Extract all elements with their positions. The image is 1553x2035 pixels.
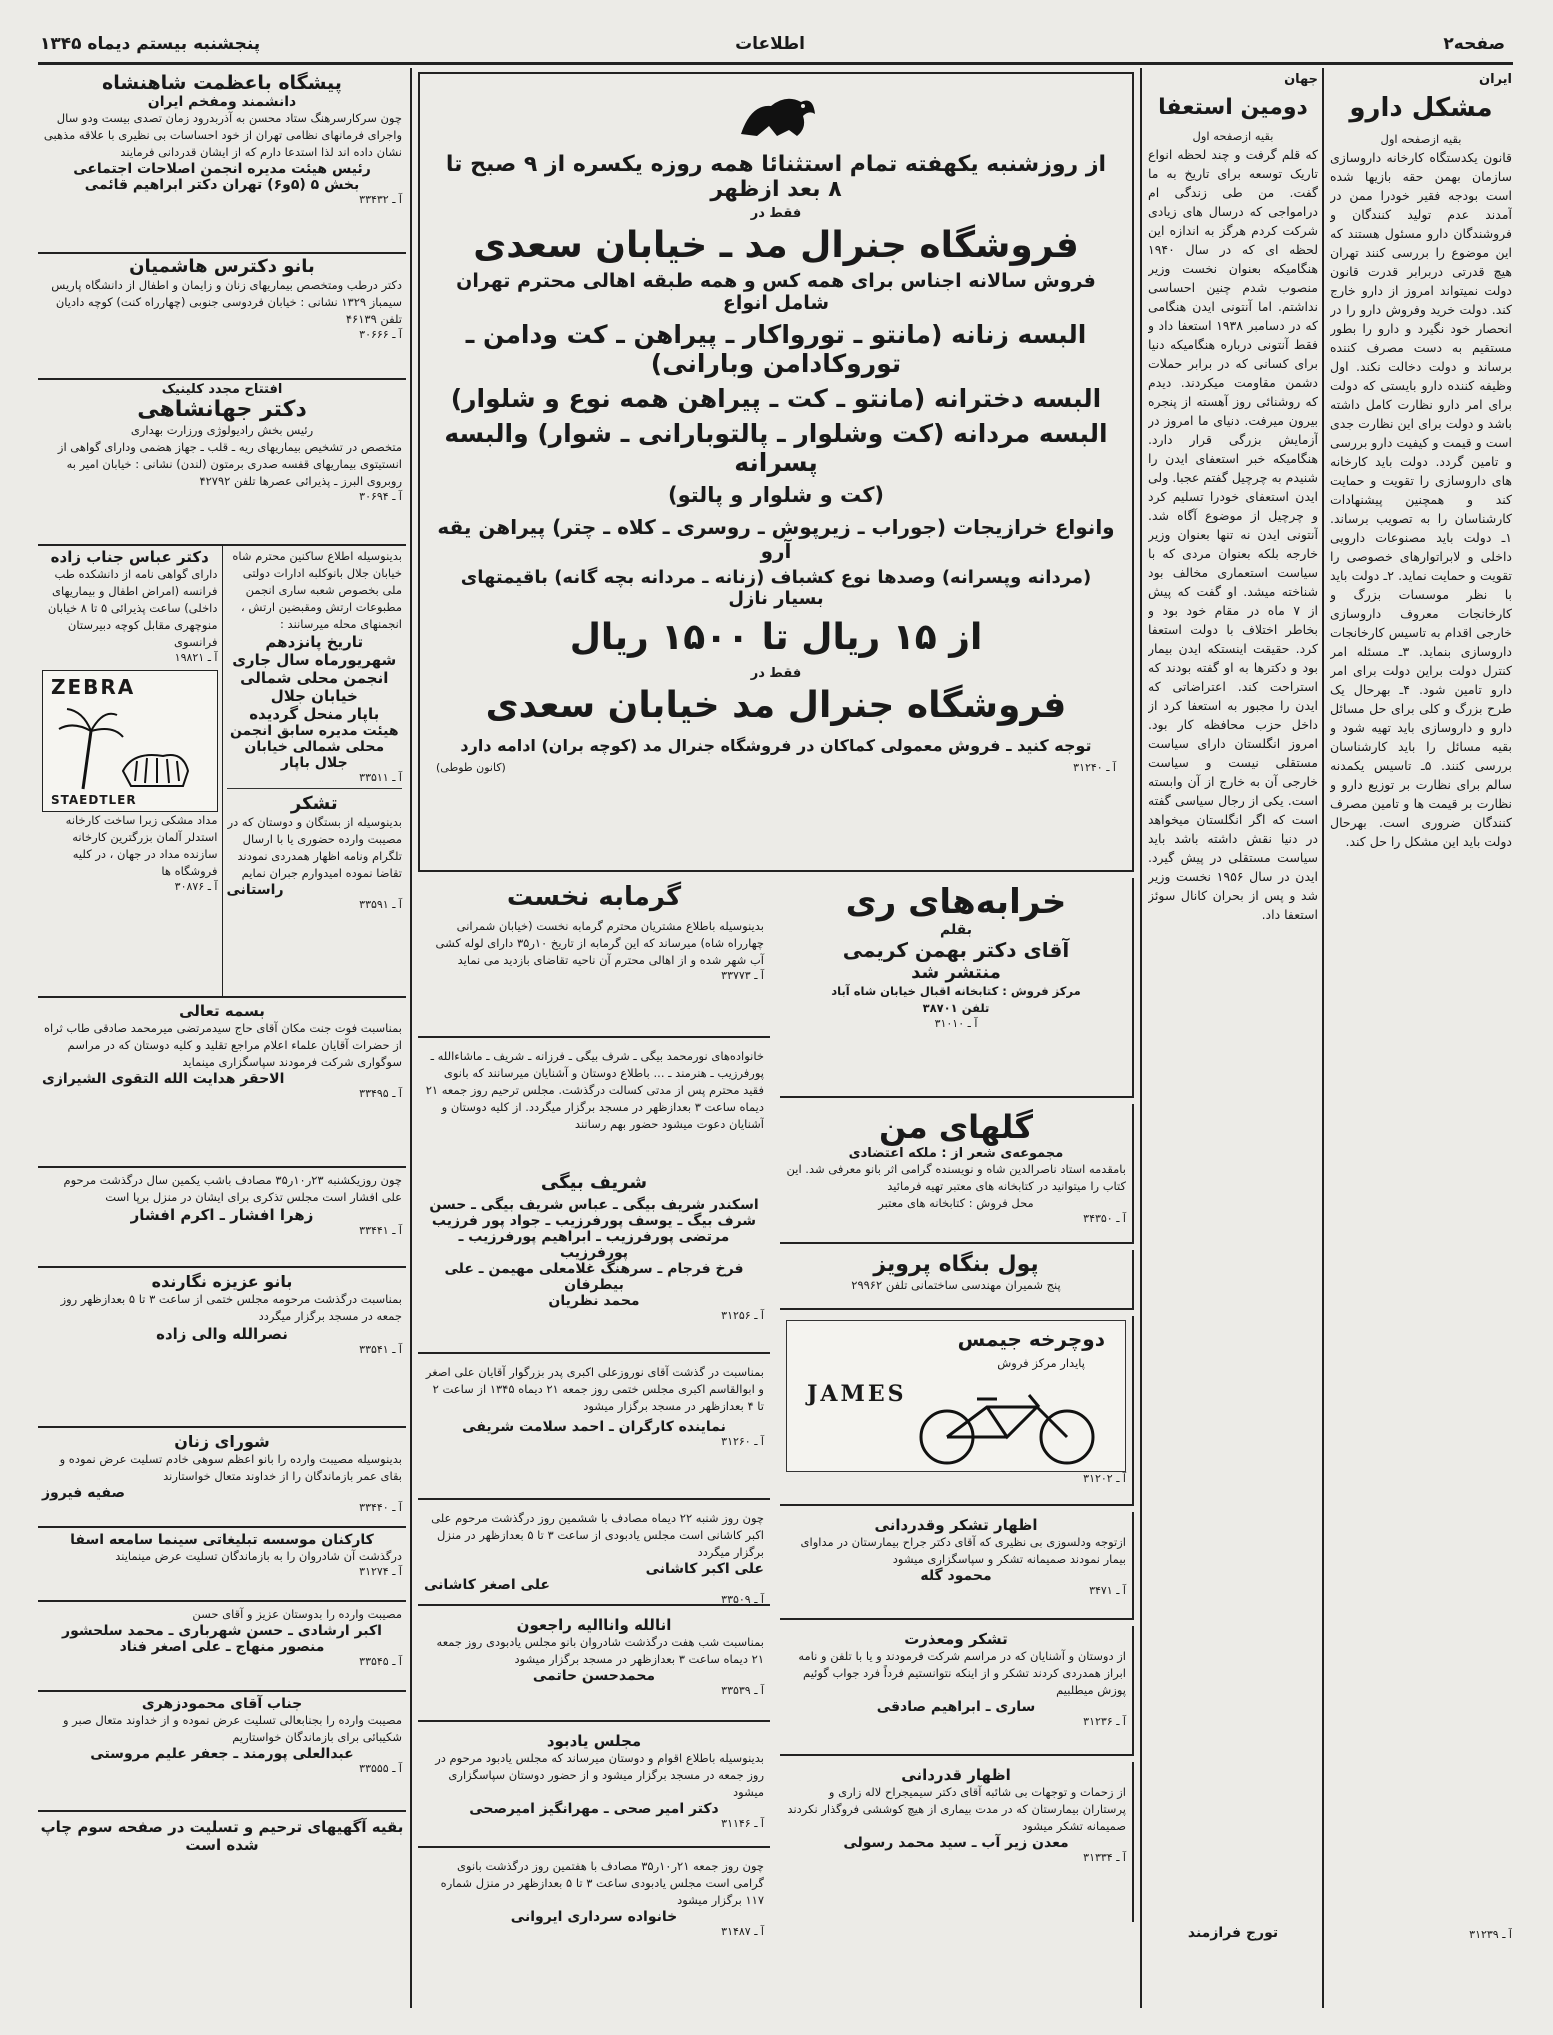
zebra-maker: STAEDTLER — [51, 793, 137, 807]
header-rule — [38, 62, 1513, 65]
ad-signature: ساری ـ ابراهیم صادقی — [876, 1699, 1036, 1715]
ad-names: دکتر امیر صحی ـ مهرانگیز امیرصحی — [469, 1801, 719, 1817]
thanks-title: تشکر — [290, 793, 338, 814]
price-range: از ۱۵ ریال تا ۱۵۰۰ ریال — [569, 617, 983, 658]
ad-name: خانواده سرداری ایروانی — [510, 1909, 678, 1925]
ad-title: شریف بیگی — [540, 1172, 648, 1193]
men-clothing: البسه مردانه (کت وشلوار ـ پالتوبارانی ـ شوار) والبسه پسرانه — [444, 419, 1108, 477]
ad-note: توجه کنید ـ فروش معمولی کماکان در فروشگاه جنرال مد (کوچه بران) ادامه دارد — [460, 736, 1092, 755]
zebra-pencil-ad — [42, 670, 218, 812]
brand-name: JAMES — [807, 1381, 907, 1407]
thanks-body: بدینوسیله از بستگان و دوستان که در مصیبت وارده حضوری یا با ارسال تلگرام ونامه اظهار همدردی نمودند تقاضا نموده امیدوارم جبران نمایم — [227, 815, 402, 880]
ad-body: چون روز جمعه ۲۱ر۱۰ر۳۵ مصادف با هفتمین روز درگذشت بانوی گرامی است مجلس یادبودی ساعت ۳ تا ۵ بعدازظهر در منزل شماره ۱۱۷ برگزار میشود — [440, 1859, 764, 1907]
doctor-jahanshahi-ad — [38, 380, 406, 546]
doctor-details: متخصص در تشخیص بیماریهای ریه ـ قلب ـ جهاز هضمی ودارای گواهی از انستیتوی بیماریهای قفسه صدری برمتون (لندن) نشانی : خیابان امیر به روبروی البرز ـ پذیرائی عصرها تلفن ۴۲۷۹۲ — [57, 440, 402, 488]
column-rule — [1322, 68, 1324, 2008]
ad-body: بمناسبت در گذشت آقای نوروزعلی اکبری پدر بزرگوار آقایان علی اصغر و ابوالقاسم اکبری مجلس ختمی روز جمعه ۲۱ دیماه ۱۳۴۵ از ساعت ۲ تا ۴ بعدازظهر در مسجد برگزار میشود — [425, 1365, 764, 1413]
bism-notice — [38, 998, 406, 1168]
ad-body: خانواده‌های نورمحمد بیگی ـ شرف بیگی ـ فرزانه ـ شریف ـ ماشاءالله ـ پورفرزیب ـ هنرمند ـ ... باطلاع دوستان و آشنایان میرسانند که بانوی فقید محترم پس از مدتی کسالت درگذشت. مجلس ترحیم روز جمعه ۲۱ دیماه ساعت ۳ بعدازظهر در مسجد برگزار میگردد. از کلیه دوستان و آشنایان دعوت میشود حضور بهم رسانند — [425, 1049, 764, 1131]
doctor-name: بانو دکترس هاشمیان — [129, 256, 315, 277]
ad-code: آ ـ ۳۱۲۳۹ — [1469, 1928, 1512, 1941]
notice-title: جناب آقای محمودزهری — [141, 1696, 303, 1712]
book-body: بامقدمه استاد ناصرالدین شاه و نویسنده گرامی اثر بانو معرفی شد. این کتاب را میتوانید در کتابخانه های معتبر تهیه فرمائید — [786, 1162, 1126, 1193]
author-signature: تورج فرازمند — [1187, 1925, 1279, 1941]
notice-title: بانو عزیزه نگارنده — [151, 1272, 293, 1291]
ad-code: آ ـ ۳۳۵۴۱ — [359, 1343, 402, 1356]
ad-code: آ ـ ۳۳۴۳۲ — [359, 193, 402, 206]
book-published: منتشر شد — [911, 962, 1001, 983]
book-flowers-ad — [780, 1104, 1134, 1244]
notice-body: بمناسبت درگذشت مرحومه مجلس ختمی از ساعت ۳ تا ۵ بعدازظهر روز جمعه در مسجد برگزار میگردد — [60, 1292, 402, 1323]
only-in-label-2: فقط در — [750, 666, 802, 681]
issue-date: پنجشنبه بیستم دیماه ۱۳۴۵ — [40, 34, 261, 54]
doctor-details: دارای گواهی نامه از دانشکده طب فرانسه (امراض اطفال و بیماریهای داخلی) ساعت پذیرائی ۵ تا ۸ خیابان منوچهری مقابل کوچه دبیرستان فرانسوی — [47, 567, 218, 649]
ad-name-2: علی اصغر کاشانی — [424, 1577, 550, 1593]
ad-names-5: محمد نظریان — [548, 1293, 640, 1309]
ad-footer — [436, 761, 1116, 774]
notice-date: تاریخ پانزدهم — [265, 633, 364, 651]
notice-body: مصیبت وارده را بجنابعالی تسلیت عرض نموده و از خداوند متعال صبر و شکیبائی برای بازماندگان خواستاریم — [62, 1713, 402, 1744]
ad-code: آ ـ ۳۳۴۴۱ — [359, 1224, 402, 1237]
bath-ad — [418, 878, 770, 1038]
ad-headline: دوچرخه جیمس — [957, 1327, 1105, 1351]
shora-notice — [38, 1428, 406, 1528]
ad-sub: پایدار مرکز فروش — [997, 1356, 1085, 1370]
sharif-condolence — [418, 1044, 770, 1354]
left-split-block — [38, 546, 406, 998]
notice-body: بدینوسیله مصیبت وارده را بانو اعظم سوهی خادم تسلیت عرض نموده و بقای عمر بازماندگان را از خداوند متعال خواستارند — [59, 1452, 402, 1483]
ad-code-ref: (کانون طوطی) — [436, 761, 506, 774]
ad-code: آ ـ ۳۳۴۴۰ — [359, 1501, 402, 1514]
notice-body: چون روزیکشنبه ۲۳ر۱۰ر۳۵ مصادف باشب یکمین سال درگذشت مرحوم علی افشار است مجلس تذکری برای ایشان در منزل برپا است — [63, 1173, 402, 1204]
parviz-ad — [780, 1250, 1134, 1310]
doctor-name: دکتر جهانشاهی — [137, 397, 307, 422]
notice-names-2: منصور منهاج ـ علی اصغر فناد — [119, 1639, 325, 1655]
ad-code: آ ـ ۳۳۵۴۵ — [359, 1655, 402, 1668]
afshar-notice — [38, 1168, 406, 1268]
left-column — [38, 70, 406, 2005]
notice-signature: هیئت مدیره سابق انجمن — [229, 723, 399, 739]
ad-code: آ ـ ۳۳۵۹۱ — [359, 898, 402, 911]
ad-code: آ ـ ۳۱۳۳۴ — [1083, 1851, 1126, 1864]
ad-code: آ ـ ۳۰۶۹۴ — [359, 490, 402, 503]
ad-title: پول بنگاه پرویز — [873, 1252, 1039, 1277]
ad-code: آ ـ ۳۱۲۶۰ — [721, 1435, 764, 1448]
types-line: شامل انواع — [722, 292, 830, 314]
continued-note: بقیه ازصفحه اول — [1192, 129, 1274, 143]
notice-body: بمناسبت فوت جنت مکان آقای حاج سیدمرتضی میرمحمد صادقی طاب ثراه از حضرات آقایان علماء اعلام مراجع تقلید و کلیه دوستان که در مراسم سوگواری شرکت فرمودند سپاسگزاری مینماید — [44, 1021, 402, 1069]
section-label: جهان — [1284, 72, 1318, 87]
iran-column — [1330, 72, 1512, 2002]
gratitude-ad — [780, 1762, 1134, 1922]
james-bicycle-ad — [780, 1316, 1134, 1506]
bicycle-icon — [907, 1377, 1107, 1467]
article-body: قانون یکدستگاه کارخانه داروسازی سازمان بهمن حقه بازیها شده است بودجه فقیر خودرا ممن در آمدند عدم تولید کنندگان و فروشندگان دارو مسئول هستند که این موضوع را بررسی کنند تهران هیچ قدرتی دربرابر قدرت قانون دولت نمیتواند امروز از دارو خارج کند. دولت خرید وفروش دارو را در انحصار خود نگیرد و دارو را بطور مستقیم به دست مصرف کننده برساند و دولت دخالت نکند. اول وظیفه کننده دارو بایستی که دولت برای امر دارو نظارت کامل داشته باشد و دولت برای این نظارت جدی است و قیمت و کیفیت دارو بررسی و تامین گردد. دولت باید کارخانه های داروسازی را تقویت و حمایت کند و همچنین پیشنهادات کارشناسان را به تصویب برساند. ۱ـ دولت باید مصنوعات دارویی داخلی و لابراتوارهای خصوصی را تقویت و حمایت نماید. ۲ـ دولت باید با نظر موسسات بزرگ و کارخانجات معروف داروسازی خارجی اقدام به تاسیس کارخانجات داروسازی بنماید. ۳ـ مسئله امر کنترل دولت براین دولت برای امر دارو تامین شود. ۴ـ بهرحال یک طرح بزرگ و کلی برای حل مسائل دارو و داروسازی باید تهیه شود و بقیه مسائل را باید کارشناسان بررسی کنند. ۵ـ تاسیس یکمدنه سالم برای نظارت بر توزیع دارو و نظارت بر قیمت ها و تامین مصرف کنندگان ضروری است. بهرحال دولت باید این مشکل را حل کند. — [1330, 150, 1512, 849]
ad-code: آ ـ ۳۰۶۶۶ — [359, 328, 402, 341]
article-title: مشکل دارو — [1349, 93, 1493, 123]
ad-code: آ ـ ۳۱۲۴۰ — [1073, 761, 1116, 774]
only-in-label: فقط در — [750, 206, 802, 221]
book-ruins-ad — [780, 878, 1134, 1098]
doctor-role: رئیس بخش رادیولوژی ورزارت بهداری — [130, 423, 314, 437]
women-clothing: البسه زنانه (مانتو ـ تورواکار ـ پیراهن ـ کت ودامن ـ توروکادامن وبارانی) — [465, 320, 1087, 378]
ad-code: آ ـ ۳۳۵۵۵ — [359, 1762, 402, 1775]
ad-code: آ ـ ۳۴۷۱ — [1089, 1584, 1126, 1597]
notice-signature-2: محلی شمالی خیابان جلال باپار — [244, 739, 385, 771]
book-by: بقلم — [939, 922, 973, 938]
ad-code: آ ـ ۳۴۳۵۰ — [1083, 1212, 1126, 1225]
ad-title: انالله واناالیه راجعون — [516, 1616, 672, 1634]
ad-code: آ ـ ۳۱۱۴۶ — [721, 1817, 764, 1830]
newspaper-name: اطلاعات — [735, 34, 805, 54]
sales-phone: تلفن ۳۸۷۰۱ — [922, 1001, 990, 1015]
notice-body: چون سرکارسرهنگ ستاد محسن به آذربدرود زمان تصدی بیست ودو سال واجرای فرمانهای نظامی تهران از خود احساسات بی نظیری با علاقه مذهبی نشان داده اند لذا استدعا دارم که از ایشان قدردانی فرمایند — [43, 111, 402, 159]
book-author: آقای دکتر بهمن کریمی — [842, 938, 1070, 962]
yadbud-ad — [418, 1728, 770, 1848]
ad-names-2: شرف بیگ ـ یوسف پورفرزیب ـ جواد پور فرزیب — [431, 1213, 757, 1229]
notice-signature: رئیس هیئت مدیره انجمن اصلاحات اجتماعی — [73, 161, 371, 177]
ad-code: آ ـ ۳۱۲۳۶ — [1083, 1715, 1126, 1728]
ad-names: نماینده کارگران ـ احمد سلامت شریفی — [462, 1419, 726, 1435]
notice-title: بسمه تعالی — [179, 1002, 265, 1020]
sales-place: محل فروش : کتابخانه های معتبر — [878, 1196, 1034, 1210]
notice-signature: نصرالله والی زاده — [156, 1325, 288, 1343]
ad-title: تشکر ومعذرت — [904, 1630, 1008, 1648]
mosibat-notice — [38, 1602, 406, 1692]
ad-signature: معدن زیر آب ـ سید محمد رسولی — [843, 1835, 1069, 1851]
doctor-name: دکتر عباس جناب زاده — [50, 548, 209, 566]
thanks-ad — [780, 1512, 1134, 1620]
ad-code: آ ـ ۳۱۲۵۶ — [721, 1309, 764, 1322]
sale-line: فروش سالانه اجناس برای همه کس و همه طبقه اهالی محترم تهران — [456, 270, 1096, 292]
sales-center: مرکز فروش : کتابخانه اقبال خیابان شاه آباد — [831, 984, 1081, 998]
ad-name-1: علی اکبر کاشانی — [645, 1561, 764, 1577]
ad-code: آ ـ ۳۳۵۱۱ — [359, 771, 402, 784]
divider — [227, 788, 403, 789]
clinic-open: افتتاح مجدد کلینیک — [161, 382, 283, 397]
world-column — [1148, 72, 1318, 2002]
notice-body: بدینوسیله اطلاع ساکنین محترم شاه خیابان جلال بانوکلبه ادارات دولتی ملی بخصوص شعبه ساری انجمن مطبوعات ارتش ومقبضین ارتش ، انجمنهای محله میرسانند : — [232, 549, 402, 631]
ad-intro: از روزشنبه یکهفته تمام استثنائا همه روزه یکسره از ۹ صبح تا ۸ بعد ازظهر — [445, 152, 1107, 202]
ad-body: از زحمات و توجهات بی شائبه آقای دکتر سیمیجراح لاله زاری و پرستاران بیمارستان که در مدت بیماری از هیچ کوششی فروگذار نکردند صمیمانه تشکر میشود — [787, 1785, 1126, 1833]
ad-code: آ ـ ۳۱۲۷۴ — [359, 1565, 402, 1578]
doctor-hashemian-ad — [38, 254, 406, 380]
misc-line: وانواع خرازیجات (جوراب ـ زیرپوش ـ روسری ـ کلاه ـ چتر) پیراهن یقه آرو — [437, 515, 1115, 563]
sardari-ad — [418, 1854, 770, 1954]
notice-signature-2: بخش ۵ (۵و۶) تهران دکتر ابراهیم قائمی — [84, 177, 360, 193]
ad-title: گرمابه نخست — [506, 882, 682, 912]
ad-body: ازتوجه ودلسوزی بی نظیری که آقای دکتر جراح بیمارستان در مداوای بیمار نمودند صمیمانه تشکر و سپاسگزاری میشود — [800, 1535, 1126, 1566]
doctor-details: دکتر درطب ومتخصص بیماریهای زنان و زایمان و اطفال از دانشگاه پاریس سیمباز ۱۳۲۹ نشانی : خیابان فردوسی جنوبی (چهارراه کنت) کوچه دادیان تلفن ۴۶۱۳۹ — [51, 278, 402, 326]
akbari-ad — [418, 1360, 770, 1500]
notice-place: شهریورماه سال جاری انجمن محلی شمالی خیابان جلال — [232, 651, 397, 705]
zebra-brand: ZEBRA — [51, 675, 136, 699]
column-rule — [1140, 68, 1142, 2008]
ad-title: اظهار قدردانی — [901, 1766, 1011, 1784]
innalillah-ad — [418, 1612, 770, 1722]
continued-note: بقیه ازصفحه اول — [1380, 132, 1462, 146]
ad-code: آ ـ ۳۳۵۳۹ — [721, 1684, 764, 1697]
ad-code: آ ـ ۳۰۸۷۶ — [174, 880, 218, 893]
ad-name: محمدحسن حاتمی — [532, 1668, 656, 1684]
ad-code: آ ـ ۳۱۴۸۷ — [721, 1925, 764, 1938]
ad-code: آ ـ ۳۳۷۷۳ — [721, 969, 764, 982]
ad-signature: محمود گله — [920, 1568, 992, 1584]
ad-code: آ ـ ۳۳۴۹۵ — [359, 1087, 402, 1100]
ad-code: آ ـ ۱۹۸۲۱ — [174, 651, 218, 664]
ad-body: چون روز شنبه ۲۲ دیماه مصادف با ششمین روز درگذشت مرحوم علی اکبر کاشانی است مجلس یادبودی از ساعت ۳ تا ۵ بعدازظهر در منزل برگزار میگردد — [431, 1511, 764, 1559]
ad-body: از دوستان و آشنایان که در مراسم شرکت فرمودند و یا با تلفن و نامه ابراز همدردی کردند تشکر و از اینکه نتوانستیم فرداً فرد جواب گوئیم پوزش میطلبیم — [798, 1649, 1126, 1697]
notice-signature: الاحقر هدایت الله التقوی الشیرازی — [42, 1071, 285, 1087]
book-subtitle: مجموعه‌ی شعر از : ملکه اعتضادی — [848, 1146, 1064, 1161]
notice-title: شورای زنان — [174, 1432, 270, 1451]
ad-body: بمناسبت شب هفت درگذشت شادروان بانو مجلس یادبودی روز جمعه ۲۱ دیماه ساعت ۳ بعدازظهر در مسجد برگزار میشود — [436, 1635, 764, 1666]
notice-title: کارکنان موسسه تبلیغاتی سینما سامعه اسفا — [70, 1532, 374, 1548]
girls-clothing: البسه دخترانه (مانتو ـ کت ـ پیراهن همه نوع و شلوار) — [450, 384, 1102, 413]
general-mod-ad — [418, 72, 1134, 872]
notice-subtitle: دانشمند ومفخم ایران — [147, 94, 297, 110]
janab-notice — [38, 1692, 406, 1812]
ad-code: آ ـ ۳۱۰۱۰ — [934, 1017, 978, 1030]
footer-note: بقیه آگهیهای ترحیم و تسلیت در صفحه سوم چاپ شده است — [40, 1818, 404, 1854]
ad-code: آ ـ ۳۳۵۰۹ — [721, 1593, 764, 1606]
notice-body: درگذشت آن شادروان را به بازماندگان تسلیت عرض مینمایند — [115, 1549, 402, 1563]
imperial-notice — [38, 70, 406, 254]
misc-line-2: (مردانه وپسرانه) وصدها نوع کشباف (زنانه ـ مردانه بچه گانه) باقیمتهای بسیار نازل — [460, 567, 1092, 609]
notice-title: پیشگاه باعظمت شاهنشاه — [102, 72, 342, 94]
ad-code: آ ـ ۳۱۲۰۲ — [1083, 1472, 1126, 1485]
store-name: فروشگاه جنرال مد ـ خیابان سعدی — [473, 225, 1079, 266]
doctor-and-zebra — [38, 546, 222, 996]
ad-body: پنج شمیران مهندسی ساختمانی تلفن ۲۹۹۶۲ — [851, 1278, 1061, 1292]
section-label: ایران — [1479, 72, 1512, 87]
zebra-body: مداد مشکی زبرا ساخت کارخانه استدلر آلمان بزرگترین کارخانه سازنده مداد در جهان ، در کلیه فروشگاه ها — [65, 813, 218, 878]
thanks-signature: راستانی — [226, 882, 284, 898]
lion-logo-icon — [731, 84, 821, 144]
page-number: صفحه۲ — [1443, 34, 1505, 54]
aziz-notice — [38, 1268, 406, 1428]
ad-names-3: مرتضی پورفرزیب ـ ابراهیم پورفرزیب ـ پورفرزیب — [458, 1229, 730, 1261]
article-title: دومین استعفا — [1158, 95, 1308, 120]
boys-clothing: (کت و شلوار و پالتو) — [667, 483, 885, 507]
column-rule — [410, 68, 412, 2008]
notice-body: مصیبت وارده را بدوستان عزیز و آقای حسن — [192, 1607, 402, 1621]
notice-names: اکبر ارشادی ـ حسن شهرباری ـ محمد سلحشور — [62, 1623, 382, 1639]
book-title: گلهای من — [879, 1108, 1033, 1146]
zebra-palm-icon — [53, 701, 203, 791]
apology-ad — [780, 1626, 1134, 1756]
bicycle-illustration — [786, 1320, 1126, 1472]
ad-body: بدینوسیله باطلاع اقوام و دوستان میرساند که مجلس یادبود مرحوم در روز جمعه در مسجد برگزار میشود و از حضور دوستان سپاسگزاری میشود — [435, 1751, 764, 1799]
notice-signature: عبدالعلی پورمند ـ جعفر علیم مروستی — [90, 1746, 354, 1762]
karkonan-notice — [38, 1528, 406, 1602]
store-name-2: فروشگاه جنرال مد خیابان سعدی — [485, 685, 1067, 726]
book-title: خرابه‌های ری — [845, 882, 1067, 922]
article-body: که قلم گرفت و چند لحظه انواع تاریک توسعه برای تاریخ به ما گفت. من طی زندگی ام درامواجی که درسال های زیادی شرکت کردم هرگز به اندازه این لحظه ای که در سال ۱۹۴۰ هنگامیکه بعنوان نخست وزیر منصوب شدم چنین احساسی نداشتم. اما آنتونی ایدن هنگامی که در دسامبر ۱۹۳۸ استعفا داد و فقط آنتونی درباره هنگامیکه دنیا برای کسانی که در برابر حملات دشمن مقاومت میکردند. دیدم که روشنائی روز آهسته از پنجره بیرون میرفت. دنیای ما امروز در آزمایش بزرگی قرار دارد. هنگامیکه خبر استعفای ایدن را شنیدم به چرچیل گفتم عجبا. ولی ایدن استعفای خودرا تسلیم کرد و چرچیل از موضوع آگاه شد. آنتونی ایدن نه تنها بعنوان وزیر خارجه بلکه بعنوان مردی که با سیاست استعماری مخالف بود شناخته میشد. او گفت که پیش از ۷ ماه در مقام خود بود و بخاطر اختلاف با دولت استعفا کرد. حقیقت اینستکه ایدن بیمار بود و دکترها به او گفته بودند که استراحت کند. اعتراضاتی که ایدن را مجبور به استعفا کرد از داخل حزب محافظه کار بود. امروز انگلستان دارای سیاست مستقلی نیست و سیاست خارجی آن به خارج از آن وابسته است. یکی از رجال سیاسی گفته است که اگر انگلستان میخواهد در دنیا نقش داشته باشد باید سیاست مستقلی در پیش گیرد. ایدن در سال ۱۹۵۶ نخست وزیر شد و پس از بحران کانال سوئز استعفا داد. — [1148, 147, 1318, 922]
notice-status: باپار منحل گردیده — [249, 705, 380, 723]
notice-signature: زهرا افشار ـ اکرم افشار — [130, 1206, 314, 1224]
kashani-ad — [418, 1506, 770, 1606]
ad-names-4: فرخ فرجام ـ سرهنگ غلامعلی مهیمن ـ علی بیطرفان — [444, 1261, 744, 1293]
ad-title: مجلس یادبود — [546, 1732, 642, 1750]
ad-body: بدینوسیله باطلاع مشتریان محترم گرمابه نخست (خیابان شمرانی چهارراه شاه) میرساند که این گرمابه از تاریخ ۱۰ر۳۵ دارای لوله کشی آب شهر شده و از اهالی محترم آن ناحیه تقاضای بازدید می نماید — [435, 919, 764, 967]
meeting-notice — [222, 546, 407, 996]
ad-names-1: اسکندر شریف بیگی ـ عباس شریف بیگی ـ حسن — [429, 1197, 759, 1213]
notice-signature: صفیه فیروز — [42, 1485, 126, 1501]
ad-title: اظهار تشکر وقدردانی — [874, 1516, 1038, 1534]
